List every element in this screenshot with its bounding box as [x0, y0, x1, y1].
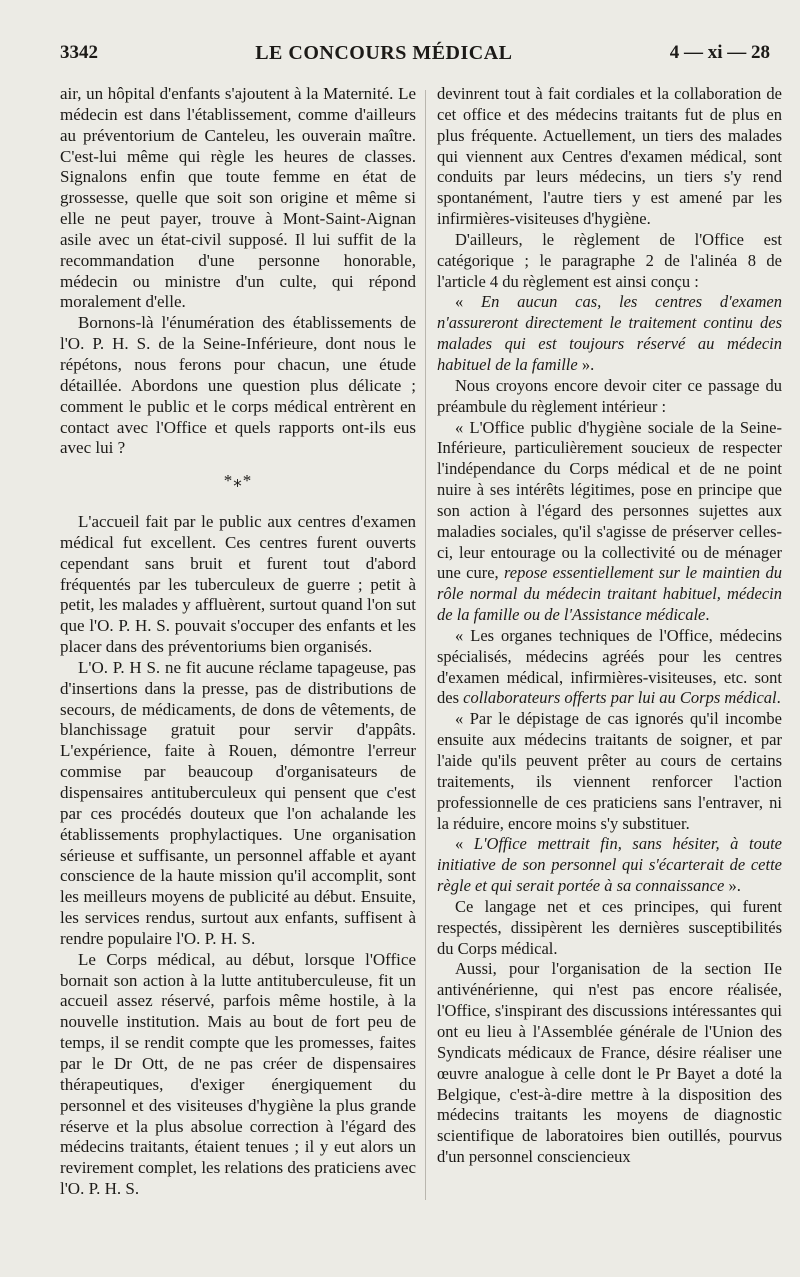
- paragraph: Ce langage net et ces principes, qui furent respectés, dissipèrent les dernières susceptibilités du Corps médical.: [437, 896, 782, 958]
- paragraph: Aussi, pour l'organisation de la section IIe antivénérienne, qui n'est pas encore réalisée, l'Office, s'inspirant des discussions intéressantes qui ont eu lieu à l'Assemblée générale de l'Union des Syndicats médicaux de France, désire réaliser une œuvre analogue à celle dont le Pr Bayet a doté la Belgique, c'est-à-dire mettre à la disposition des médecins traitants les moyens de diagnostic scientifique de laboratoires bien outillés, pourvus d'un personnel consciencieux: [437, 959, 782, 1167]
- quote-italic: En aucun cas, les centres d'examen n'assureront directement le traitement continu des malades qui est toujours réservé au médecin habituel de la famille: [437, 292, 782, 374]
- right-column: [437, 84, 782, 1168]
- paragraph: air, un hôpital d'enfants s'ajoutent à la Maternité. Le médecin est dans l'établissement, comme d'ailleurs au préventorium de Canteleu, les ouverain maître. C'est-lui même qui règle les heures de classes. Signalons enfin que toute femme en état de grossesse, quelle que soit son origine et même si elle ne peut payer, trouve à Mont-Saint-Aignan asile avec un état-civil supposé. Il lui suffit de la recommandation d'une personne honorable, médecin ou ministre d'un culte, qui répond moralement d'elle.: [60, 84, 416, 312]
- quote-paragraph: [437, 418, 782, 626]
- quote-paragraph: [437, 626, 782, 709]
- quote-text: « Les organes techniques de l'Office, médecins spécialisés, médecins agréés pour les centres d'examen médical, infirmières-visiteuses, etc. sont des: [437, 625, 782, 708]
- quote-paragraph: « Par le dépistage de cas ignorés qu'il incombe ensuite aux médecins traitants de soigner, et par l'aide qu'ils peuvent prêter au cours de certains traitements, ils viennent renforcer l'action professionnelle de ces praticiens sans l'entraver, ni la réduire, encore moins s'y substituer.: [437, 709, 782, 833]
- left-column: [60, 84, 416, 1200]
- page-header: [60, 36, 770, 70]
- section-separator: *⁎*: [223, 471, 253, 491]
- paragraph: D'ailleurs, le règlement de l'Office est catégorique ; le paragraphe 2 de l'alinéa 8 de l'article 4 du règlement est ainsi conçu :: [437, 229, 782, 291]
- journal-title: LE CONCOURS MÉDICAL: [255, 41, 513, 64]
- quote-close: ».: [724, 876, 741, 896]
- quote-close: ».: [577, 354, 595, 374]
- column-divider: [425, 90, 426, 1200]
- quote-italic: L'Office mettrait fin, sans hésiter, à toute initiative de son personnel qui s'écarterait de cette règle et qui serait portée à sa connaissance: [437, 834, 782, 896]
- quote-close: .: [705, 605, 710, 625]
- paragraph: L'accueil fait par le public aux centres d'examen médical fut excellent. Ces centres furent ouverts cependant sans bruit et furent tout d'abord fréquentés par les tuberculeux de guerre ; petit à petit, les malades y affluèrent, surtout quand l'on sut que l'O. P. H. S. pouvait s'occuper des enfants et les placer dans des préventoriums bien organisés.: [60, 512, 416, 657]
- quote-close: .: [776, 688, 781, 708]
- quote-italic: repose essentiellement sur le maintien du rôle normal du médecin traitant habituel, médecin de la famille ou de l'Assistance médicale: [437, 563, 782, 625]
- quote-paragraph: [437, 292, 782, 375]
- quote-paragraph: [437, 834, 782, 897]
- quote-open: «: [455, 292, 481, 312]
- paragraph: Nous croyons encore devoir citer ce passage du préambule du règlement intérieur :: [437, 375, 782, 416]
- paragraph: devinrent tout à fait cordiales et la collaboration de cet office et des médecins traitants fut de plus en plus fréquente. Actuellement, un tiers des malades qui viennent aux Centres d'examen médical, sont conduits par leurs médecins, un tiers s'y rend spontanément, l'autre tiers y est amené par les infirmières-visiteuses d'hygiène.: [437, 84, 782, 229]
- quote-text: « L'Office public d'hygiène sociale de la Seine-Inférieure, particulièrement soucieux de respecter l'indépendance du Corps médical et de ne point nuire à ses intérêts légitimes, pose en principe que son action à l'égard des personnes sujettes aux maladies sociales, qu'il s'agisse de préserver celles-ci, leur entourage ou la collectivité ou de ménager une cure,: [437, 417, 782, 583]
- issue-date: 4 — xi — 28: [669, 42, 770, 63]
- quote-italic: collaborateurs offerts par lui au Corps médical: [463, 688, 777, 708]
- quote-open: «: [455, 834, 474, 854]
- page-number: 3342: [60, 42, 98, 63]
- paragraph: L'O. P. H S. ne fit aucune réclame tapageuse, pas d'insertions dans la presse, pas de distributions de secours, de médicaments, de dons de vêtements, de blanchissage gratuit pour servir d'appâts. L'expérience, faite à Rouen, démontre l'erreur commise par beaucoup d'organisateurs de dispensaires antituberculeux qui pensent que c'est par ces procédés douteux que l'on achalande les établissements prophylactiques. Une organisation sérieuse et suffisante, un personnel affable et ayant conscience de la haute mission qu'il accomplit, sont les meilleurs moyens de publicité au début. Ensuite, les services rendus, surtout aux enfants, suffisent à rendre populaire l'O. P. H. S.: [60, 657, 416, 948]
- paragraph: Le Corps médical, au début, lorsque l'Office bornait son action à la lutte antituberculeuse, fit un accueil assez réservé, parfois même hostile, à la nouvelle institution. Mais au bout de fort peu de temps, il se rendit compte que les promesses, faites par le Dr Ott, de ne pas créer de dispensaires thérapeutiques, d'exiger énergiquement du personnel et des visiteuses d'hygiène la plus grande réserve et la plus absolue correction à l'égard des médecins traitants, étaient tenues ; il y eut alors un revirement complet, les relations des praticiens avec l'O. P. H. S.: [60, 949, 416, 1199]
- paragraph: Bornons-là l'énumération des établissements de l'O. P. H. S. de la Seine-Inférieure, dont nous le répétons, nous ferons pour chacun, une étude détaillée. Abordons une question plus délicate ; comment le public et le corps médical entrèrent en contact avec l'Office et quels rapports ont-ils eus avec lui ?: [60, 313, 416, 458]
